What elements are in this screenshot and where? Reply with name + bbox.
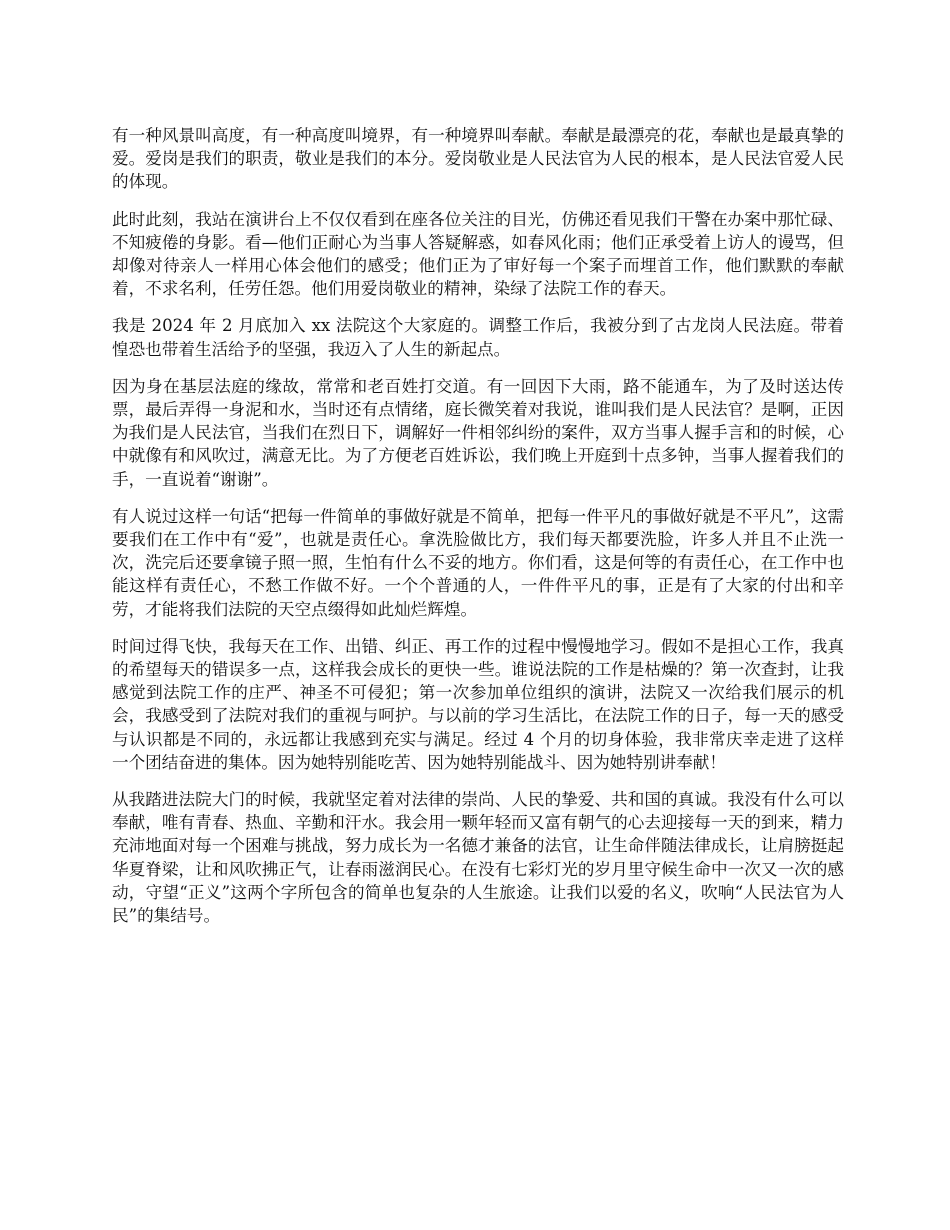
paragraph-5: 有人说过这样一句话“把每一件简单的事做好就是不简单，把每一件平凡的事做好就是不平凡”，这需要我们在工作中有“爱”，也就是责任心。拿洗脸做比方，我们每天都要洗脸，许多人并且不止洗一次，洗完后还要拿镜子照一照，生怕有什么不妥的地方。你们看，这是何等的有责任心，在工作中也能这样有责任心，不愁工作做不好。一个个普通的人，一件件平凡的事，正是有了大家的付出和辛劳，才能将我们法院的天空点缀得如此灿烂辉煌。 [112, 506, 844, 619]
paragraph-6: 时间过得飞快，我每天在工作、出错、纠正、再工作的过程中慢慢地学习。假如不是担心工作，我真的希望每天的错误多一点，这样我会成长的更快一些。谁说法院的工作是枯燥的？第一次查封，让我感觉到法院工作的庄严、神圣不可侵犯；第一次参加单位组织的演讲，法院又一次给我们展示的机会，我感受到了法院对我们的重视与呵护。与以前的学习生活比，在法院工作的日子，每一天的感受与认识都是不同的，永远都让我感到充实与满足。经过 4 个月的切身体验，我非常庆幸走进了这样一个团结奋进的集体。因为她特别能吃苦、因为她特别能战斗、因为她特别讲奉献！ [112, 636, 844, 772]
paragraph-2: 此时此刻，我站在演讲台上不仅仅看到在座各位关注的目光，仿佛还看见我们干警在办案中那忙碌、不知疲倦的身影。看—他们正耐心为当事人答疑解惑，如春风化雨；他们正承受着上访人的谩骂，但却像对待亲人一样用心体会他们的感受；他们正为了审好每一个案子而埋首工作，他们默默的奉献着，不求名利，任劳任怨。他们用爱岗敬业的精神，染绿了法院工作的春天。 [112, 209, 844, 299]
paragraph-4: 因为身在基层法庭的缘故，常常和老百姓打交道。有一回因下大雨，路不能通车，为了及时送达传票，最后弄得一身泥和水，当时还有点情绪，庭长微笑着对我说，谁叫我们是人民法官？是啊，正因为我们是人民法官，当我们在烈日下，调解好一件相邻纠纷的案件，双方当事人握手言和的时候，心中就像有和风吹过，满意无比。为了方便老百姓诉讼，我们晚上开庭到十点多钟，当事人握着我们的手，一直说着“谢谢”。 [112, 376, 844, 489]
paragraph-7: 从我踏进法院大门的时候，我就坚定着对法律的崇尚、人民的挚爱、共和国的真诚。我没有什么可以奉献，唯有青春、热血、辛勤和汗水。我会用一颗年轻而又富有朝气的心去迎接每一天的到来，精力充沛地面对每一个困难与挑战，努力成长为一名德才兼备的法官，让生命伴随法律成长，让肩膀挺起华夏脊梁，让和风吹拂正气，让春雨滋润民心。在没有七彩灯光的岁月里守候生命中一次又一次的感动，守望“正义”这两个字所包含的简单也复杂的人生旅途。让我们以爱的名义，吹响“人民法官为人民”的集结号。 [112, 790, 844, 926]
document-body [112, 124, 844, 941]
paragraph-1: 有一种风景叫高度，有一种高度叫境界，有一种境界叫奉献。奉献是最漂亮的花，奉献也是最真挚的爱。爱岗是我们的职责，敬业是我们的本分。爱岗敬业是人民法官为人民的根本，是人民法官爱人民的体现。 [112, 126, 844, 192]
paragraph-3: 我是 2024 年 2 月底加入 xx 法院这个大家庭的。调整工作后，我被分到了古龙岗人民法庭。带着惶恐也带着生活给予的坚强，我迈入了人生的新起点。 [112, 316, 844, 359]
